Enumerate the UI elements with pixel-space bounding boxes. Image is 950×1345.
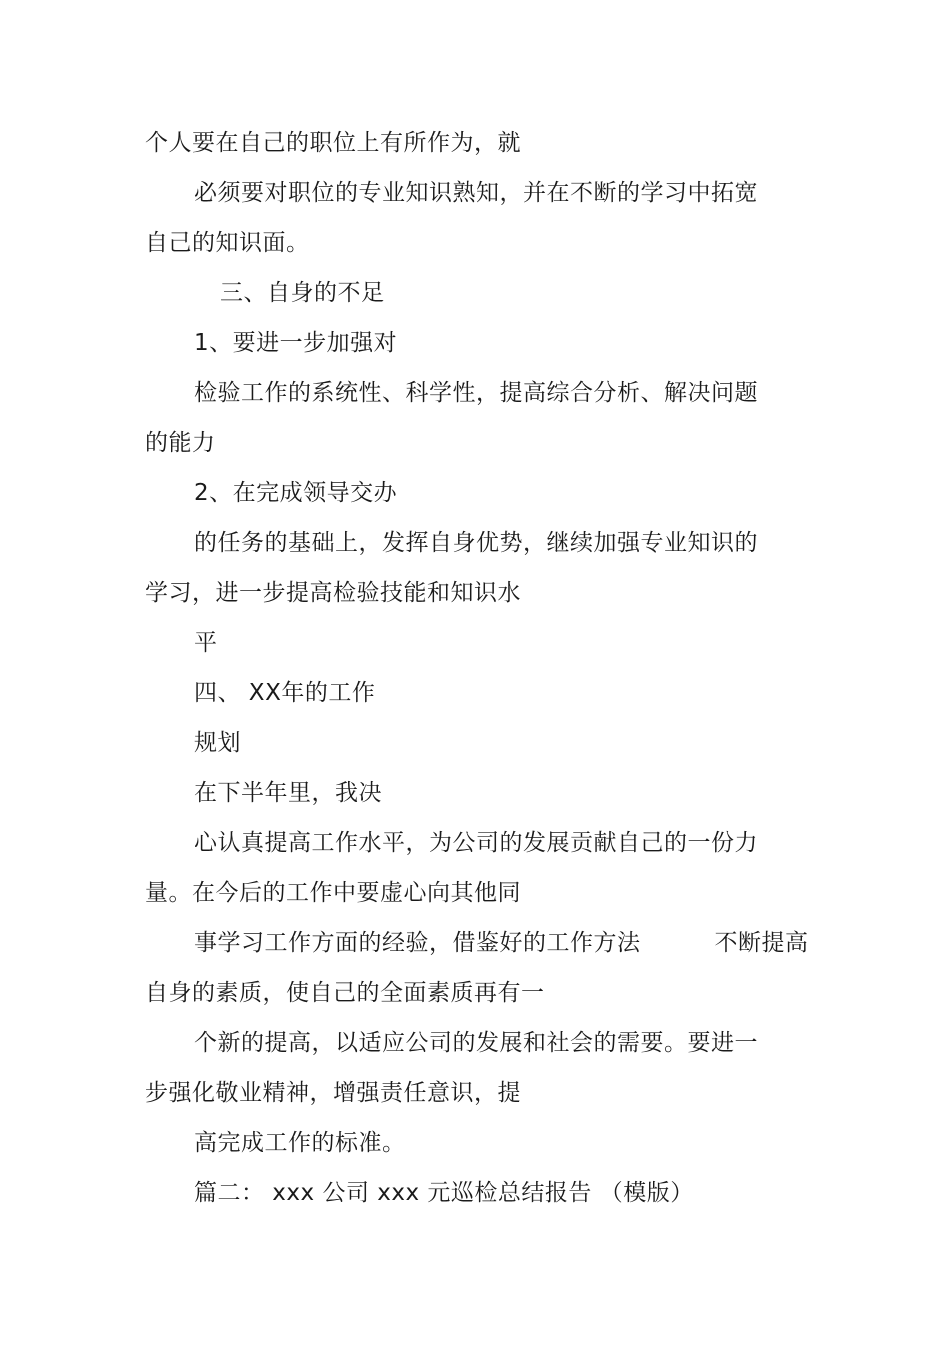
text-line: 个人要在自己的职位上有所作为，就 bbox=[145, 130, 521, 156]
text-segment: 不断提高 bbox=[714, 930, 809, 956]
text-line: 心认真提高工作水平，为公司的发展贡献自己的一份力 bbox=[194, 830, 758, 856]
text-line: 1、要进一步加强对 bbox=[194, 330, 398, 356]
text-line bbox=[194, 928, 809, 958]
section-heading: 三、自身的不足 bbox=[220, 280, 385, 306]
chapter-title: 篇二： xxx 公司 xxx 元巡检总结报告 （模版） bbox=[194, 1180, 694, 1206]
text-line: 2、在完成领导交办 bbox=[194, 480, 398, 506]
text-line: 量。在今后的工作中要虚心向其他同 bbox=[145, 880, 521, 906]
text-line: 的任务的基础上，发挥自身优势，继续加强专业知识的 bbox=[194, 530, 758, 556]
text-line: 必须要对职位的专业知识熟知，并在不断的学习中拓宽 bbox=[194, 180, 758, 206]
text-line: 平 bbox=[194, 630, 218, 656]
text-line: 学习，进一步提高检验技能和知识水 bbox=[145, 580, 521, 606]
text-line: 步强化敬业精神，增强责任意识，提 bbox=[145, 1080, 521, 1106]
text-line: 的能力 bbox=[145, 430, 216, 456]
section-heading: 四、 XX年的工作 bbox=[194, 680, 376, 706]
text-line: 个新的提高，以适应公司的发展和社会的需要。要进一 bbox=[194, 1030, 758, 1056]
text-line: 自身的素质，使自己的全面素质再有一 bbox=[145, 980, 545, 1006]
text-segment: 事学习工作方面的经验，借鉴好的工作方法 bbox=[194, 930, 641, 956]
text-line: 高完成工作的标准。 bbox=[194, 1130, 406, 1156]
text-line: 规划 bbox=[194, 730, 241, 756]
text-line: 自己的知识面。 bbox=[145, 230, 310, 256]
text-line: 检验工作的系统性、科学性，提高综合分析、解决问题 bbox=[194, 380, 758, 406]
text-line: 在下半年里，我决 bbox=[194, 780, 382, 806]
